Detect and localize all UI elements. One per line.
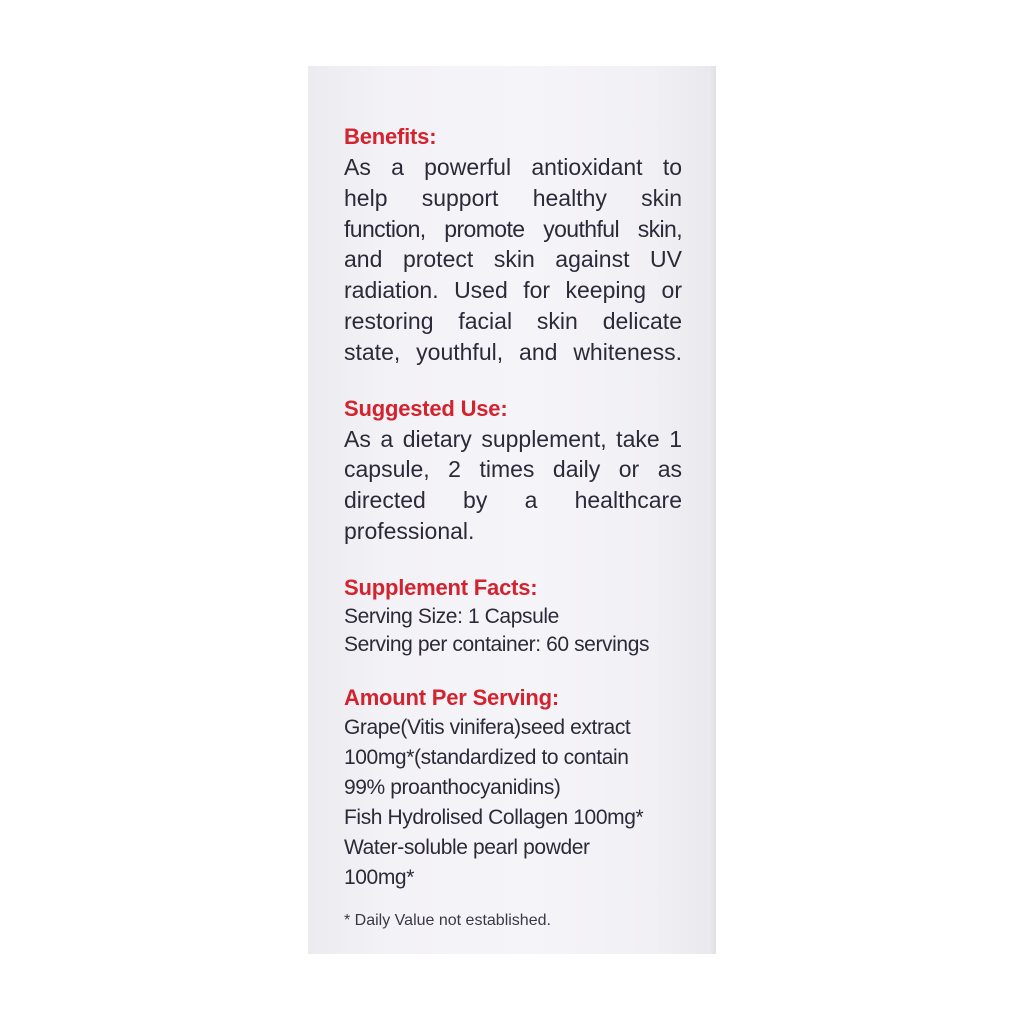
ingredient-line: 99% proanthocyanidins) <box>344 775 561 799</box>
suggested-use-line: directed by a healthcare <box>344 487 682 514</box>
suggested-use-line: capsule, 2 times daily or as <box>344 456 682 483</box>
ingredient-line: Water-soluble pearl powder <box>344 835 590 859</box>
supplement-facts-heading: Supplement Facts: <box>344 574 538 600</box>
product-label-panel <box>308 66 716 954</box>
benefits-line: radiation. Used for keeping or <box>344 277 682 304</box>
benefits-line: state, youthful, and whiteness. <box>344 338 682 365</box>
serving-size-line: Serving Size: 1 Capsule <box>344 604 559 628</box>
benefits-line: function, promote youthful skin, <box>344 215 682 242</box>
benefits-text <box>344 152 682 368</box>
suggested-use-heading: Suggested Use: <box>344 395 508 421</box>
ingredient-line: Grape(Vitis vinifera)seed extract <box>344 715 631 739</box>
benefits-line: As a powerful antioxidant to <box>344 154 682 180</box>
daily-value-footnote: * Daily Value not established. <box>344 911 551 929</box>
suggested-use-text <box>344 424 682 547</box>
benefits-line: restoring facial skin delicate <box>344 307 682 334</box>
servings-per-container-line: Serving per container: 60 servings <box>344 632 650 656</box>
benefits-line: and protect skin against UV <box>344 246 682 273</box>
amount-per-serving-heading: Amount Per Serving: <box>344 684 560 710</box>
ingredient-line: 100mg* <box>344 865 414 889</box>
benefits-line: help support healthy skin <box>344 184 682 211</box>
benefits-heading: Benefits: <box>344 124 437 149</box>
suggested-use-line: professional. <box>344 517 475 544</box>
supplement-facts-section <box>344 575 682 659</box>
ingredient-line: 100mg*(standardized to contain <box>344 745 629 769</box>
benefits-section <box>344 124 682 368</box>
suggested-use-line: As a dietary supplement, take 1 <box>344 425 682 452</box>
ingredient-line: Fish Hydrolised Collagen 100mg* <box>344 805 644 829</box>
label-content <box>344 124 682 931</box>
amount-per-serving-section <box>344 685 682 893</box>
suggested-use-section <box>344 396 682 547</box>
